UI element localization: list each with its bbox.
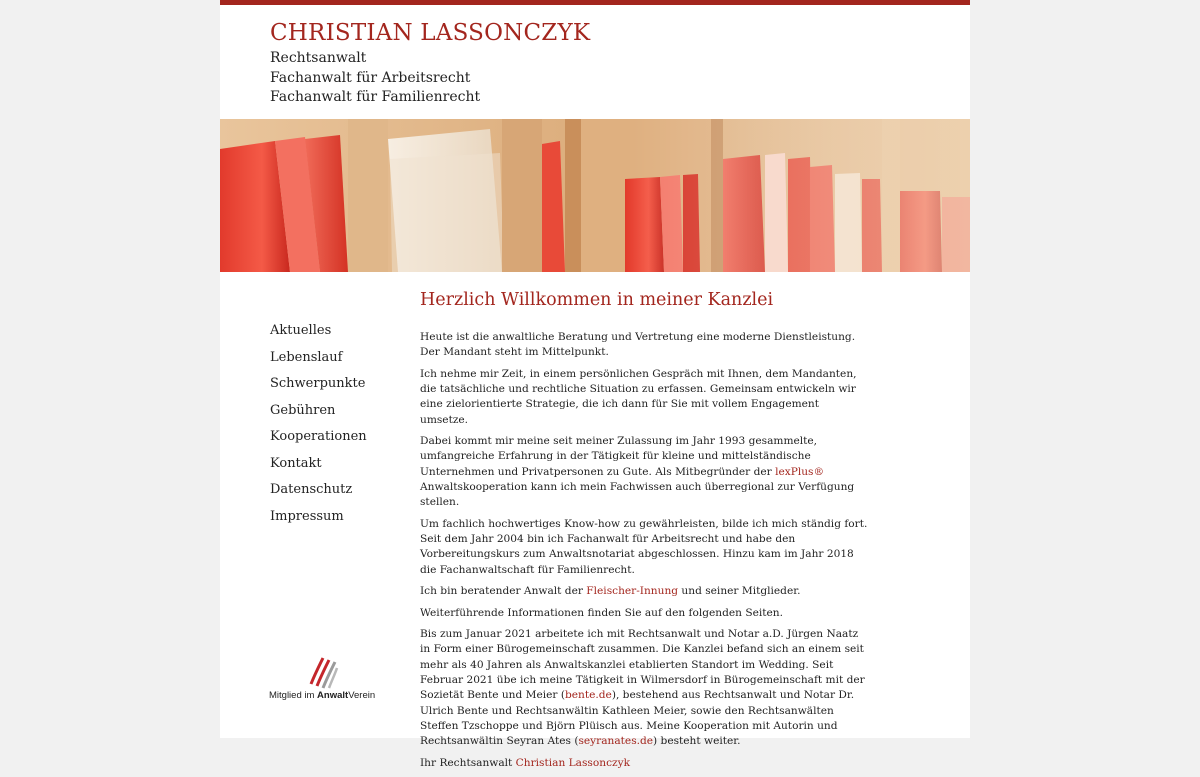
paragraph-7-text-end: ) besteht weiter. xyxy=(653,735,741,748)
paragraph-4: Um fachlich hochwertiges Know-how zu gewährleisten, bilde ich mich ständig fort. Seit dem Jahr 2004 bin ich Fachanwalt für Arbeitsrecht und habe den Vorbereitungskurs zum Anwaltsnotariat abgeschlossen. Hinzu kam im Jahr 2018 die Fachanwaltschaft für Familienrecht. xyxy=(420,517,868,576)
main-navigation xyxy=(270,320,367,532)
subtitle-arbeitsrecht: Fachanwalt für Arbeitsrecht xyxy=(270,69,471,86)
seyranates-link[interactable]: seyranates.de xyxy=(578,735,654,748)
subtitle-block xyxy=(270,49,480,108)
signature-line xyxy=(420,756,870,771)
nav-item-gebuehren[interactable]: Gebühren xyxy=(270,402,336,418)
anwaltverein-logo-icon xyxy=(269,654,379,690)
page-container xyxy=(220,0,970,769)
site-title: CHRISTIAN LASSONCZYK xyxy=(270,20,591,46)
signature-text: Ihr Rechtsanwalt xyxy=(420,756,516,769)
paragraph-1: Heute ist die anwaltliche Beratung und Vertretung eine moderne Dienstleistung. Der Mandant steht im Mittelpunkt. xyxy=(420,331,856,359)
lexplus-link[interactable]: lexPlus® xyxy=(775,465,825,478)
membership-bold: Anwalt xyxy=(317,690,349,701)
anwaltverein-membership[interactable] xyxy=(269,654,379,701)
top-accent-bar xyxy=(220,0,970,5)
nav-item-aktuelles[interactable]: Aktuelles xyxy=(270,323,332,338)
paragraph-7 xyxy=(420,627,870,749)
nav-item-impressum[interactable]: Impressum xyxy=(270,508,344,524)
nav-item-schwerpunkte[interactable]: Schwerpunkte xyxy=(270,376,366,391)
nav-item-lebenslauf[interactable]: Lebenslauf xyxy=(270,349,343,365)
membership-prefix: Mitglied im xyxy=(269,690,318,701)
main-content xyxy=(420,290,870,777)
bookshelf-banner-image xyxy=(220,119,970,272)
subtitle-rechtsanwalt: Rechtsanwalt xyxy=(270,50,367,66)
paragraph-3-text-end: Anwaltskooperation kann ich mein Fachwissen auch überregional zur Verfügung stellen. xyxy=(420,481,855,509)
page-heading: Herzlich Willkommen in meiner Kanzlei xyxy=(420,290,774,310)
paragraph-3-text: Dabei kommt mir meine seit meiner Zulassung im Jahr 1993 gesammelte, umfangreiche Erfahrung in der Tätigkeit für kleine und mittelständische Unternehmen und Privatpersonen zu Gute. Als Mitbegründer der xyxy=(420,435,818,478)
bente-link[interactable]: bente.de xyxy=(564,689,612,702)
paragraph-5 xyxy=(420,584,870,599)
nav-item-kontakt[interactable]: Kontakt xyxy=(270,455,322,471)
nav-item-kooperationen[interactable]: Kooperationen xyxy=(270,429,367,444)
membership-suffix: Verein xyxy=(348,690,376,701)
membership-label xyxy=(269,690,375,701)
signature-name-link[interactable]: Christian Lassonczyk xyxy=(515,756,630,769)
paragraph-3 xyxy=(420,434,870,510)
paragraph-7-text: Bis zum Januar 2021 arbeitete ich mit Rechtsanwalt und Notar a.D. Jürgen Naatz in Form einer Bürogemeinschaft zusammen. Die Kanzlei befand sich an einem seit mehr als 40 Jahren als Anwaltskanzlei etablierten Standort im Wedding. Seit Februar 2021 übe ich meine Tätigkeit in Wilmersdorf in Bürogemeinschaft mit der Sozietät Bente und Meier ( xyxy=(420,628,865,702)
nav-item-datenschutz[interactable]: Datenschutz xyxy=(270,482,353,497)
paragraph-6: Weiterführende Informationen finden Sie auf den folgenden Seiten. xyxy=(420,606,783,619)
paragraph-5-text-end: und seiner Mitglieder. xyxy=(678,585,801,598)
paragraph-2: Ich nehme mir Zeit, in einem persönlichen Gespräch mit Ihnen, dem Mandanten, die tatsächliche und rechtliche Situation zu erfassen. Gemeinsam entwickeln wir eine zielorientierte Strategie, die ich dann für Sie mit vollem Engagement umsetze. xyxy=(420,367,857,426)
paragraph-7-text-middle: ), bestehend aus Rechtsanwalt und Notar Dr. Ulrich Bente und Rechtsanwältin Kathleen Meier, sowie den Rechtsanwälten Steffen Tzschoppe und Björn Plüisch aus. Meine Kooperation mit Autorin und Rechtsanwältin Seyran Ates ( xyxy=(420,689,855,748)
subtitle-familienrecht: Fachanwalt für Familienrecht xyxy=(270,89,481,105)
fleischer-innung-link[interactable]: Fleischer-Innung xyxy=(586,585,679,598)
paragraph-5-text: Ich bin beratender Anwalt der xyxy=(420,585,587,598)
